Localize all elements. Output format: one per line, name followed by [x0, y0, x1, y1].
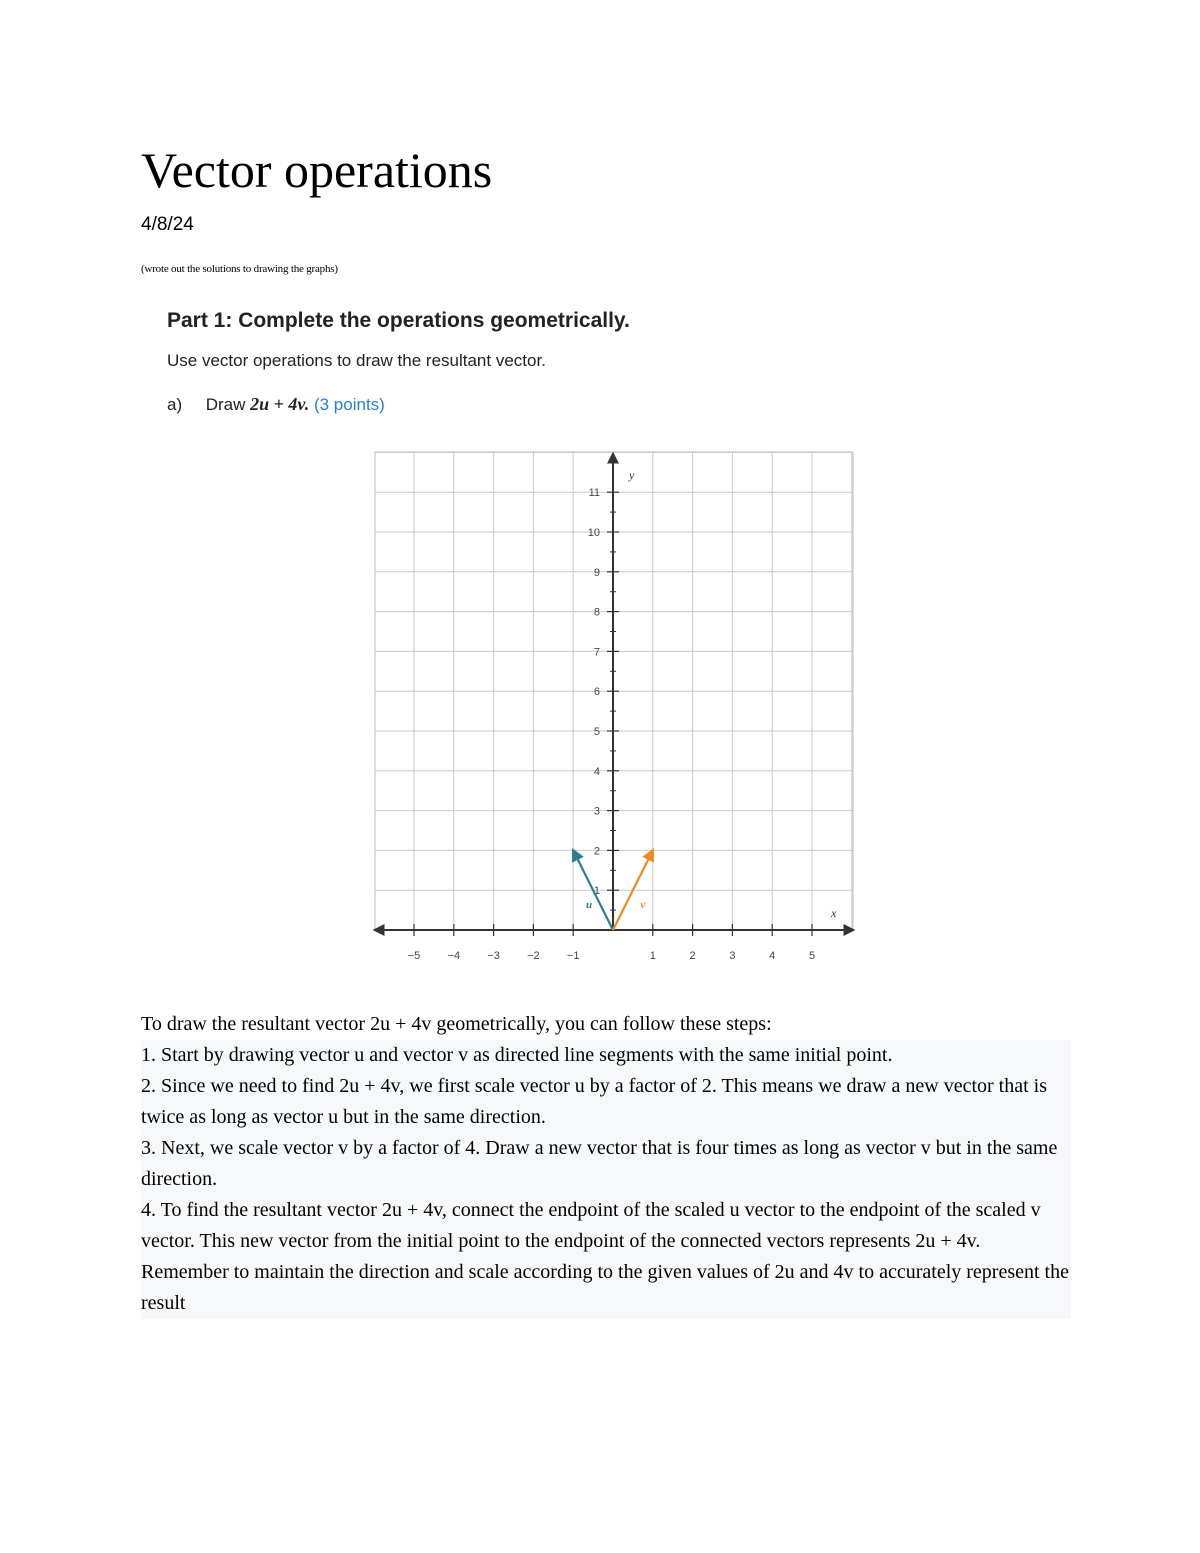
vector-label-v: v	[640, 899, 646, 912]
explanation-step-4: 4. To find the resultant vector 2u + 4v, connect the endpoint of the scaled u vector to the endpoint of the scaled v vector. This new vector from the initial point to the endpoint of the connected vectors represents 2u + 4v.	[141, 1195, 1071, 1257]
y-tick-label: 7	[593, 646, 600, 659]
question-expression: 2u + 4v.	[250, 394, 310, 414]
x-tick-label: −3	[487, 950, 500, 962]
document-date: 4/8/24	[141, 214, 194, 235]
y-tick-label: 3	[593, 805, 600, 818]
question-number: a)	[167, 395, 183, 414]
x-tick-label: 4	[769, 950, 776, 962]
y-tick-label: 6	[593, 686, 600, 699]
vector-graph	[365, 448, 860, 968]
x-tick-label: −2	[527, 950, 540, 962]
y-tick-label: 1	[593, 885, 600, 898]
explanation-intro: To draw the resultant vector 2u + 4v geometrically, you can follow these steps:	[141, 1013, 772, 1035]
document-note: (wrote out the solutions to drawing the graphs)	[141, 263, 338, 275]
x-tick-label: 5	[808, 950, 816, 962]
x-axis-label: x	[831, 906, 837, 920]
question-prefix: Draw	[205, 395, 246, 414]
vector-label-u: u	[586, 899, 593, 912]
y-axis-label: y	[629, 468, 635, 482]
axis-layer	[375, 454, 853, 930]
part-heading: Part 1: Complete the operations geometrically.	[167, 309, 630, 332]
y-tick-label: 10	[587, 527, 600, 539]
x-tick-label: 1	[649, 950, 656, 962]
x-tick-label: 2	[689, 950, 696, 962]
y-tick-label: 2	[593, 845, 600, 858]
x-tick-label: −5	[407, 950, 421, 962]
document-title: Vector operations	[141, 142, 493, 198]
y-tick-label: 11	[588, 487, 600, 500]
question-a	[167, 394, 385, 415]
x-tick-label: −4	[447, 950, 461, 962]
explanation-conclusion: Remember to maintain the direction and scale according to the given values of 2u and 4v to accurately represent the result	[141, 1257, 1071, 1319]
instruction-text: Use vector operations to draw the resultant vector.	[167, 351, 546, 370]
explanation-step-3: 3. Next, we scale vector v by a factor of 4. Draw a new vector that is four times as long as vector v but in the same direction.	[141, 1133, 1071, 1195]
x-tick-label: −1	[566, 950, 580, 962]
tick-layer	[408, 487, 815, 962]
y-tick-label: 5	[593, 726, 600, 738]
y-tick-label: 8	[593, 606, 600, 619]
x-tick-label: 3	[729, 950, 736, 962]
explanation-step-1: 1. Start by drawing vector u and vector v as directed line segments with the same initial point.	[141, 1040, 1071, 1071]
explanation-step-2: 2. Since we need to find 2u + 4v, we first scale vector u by a factor of 2. This means we draw a new vector that is twice as long as vector u but in the same direction.	[141, 1071, 1071, 1133]
question-points: (3 points)	[313, 395, 385, 414]
y-tick-label: 4	[593, 765, 600, 778]
explanation	[141, 1009, 1071, 1319]
y-tick-label: 9	[593, 566, 600, 579]
